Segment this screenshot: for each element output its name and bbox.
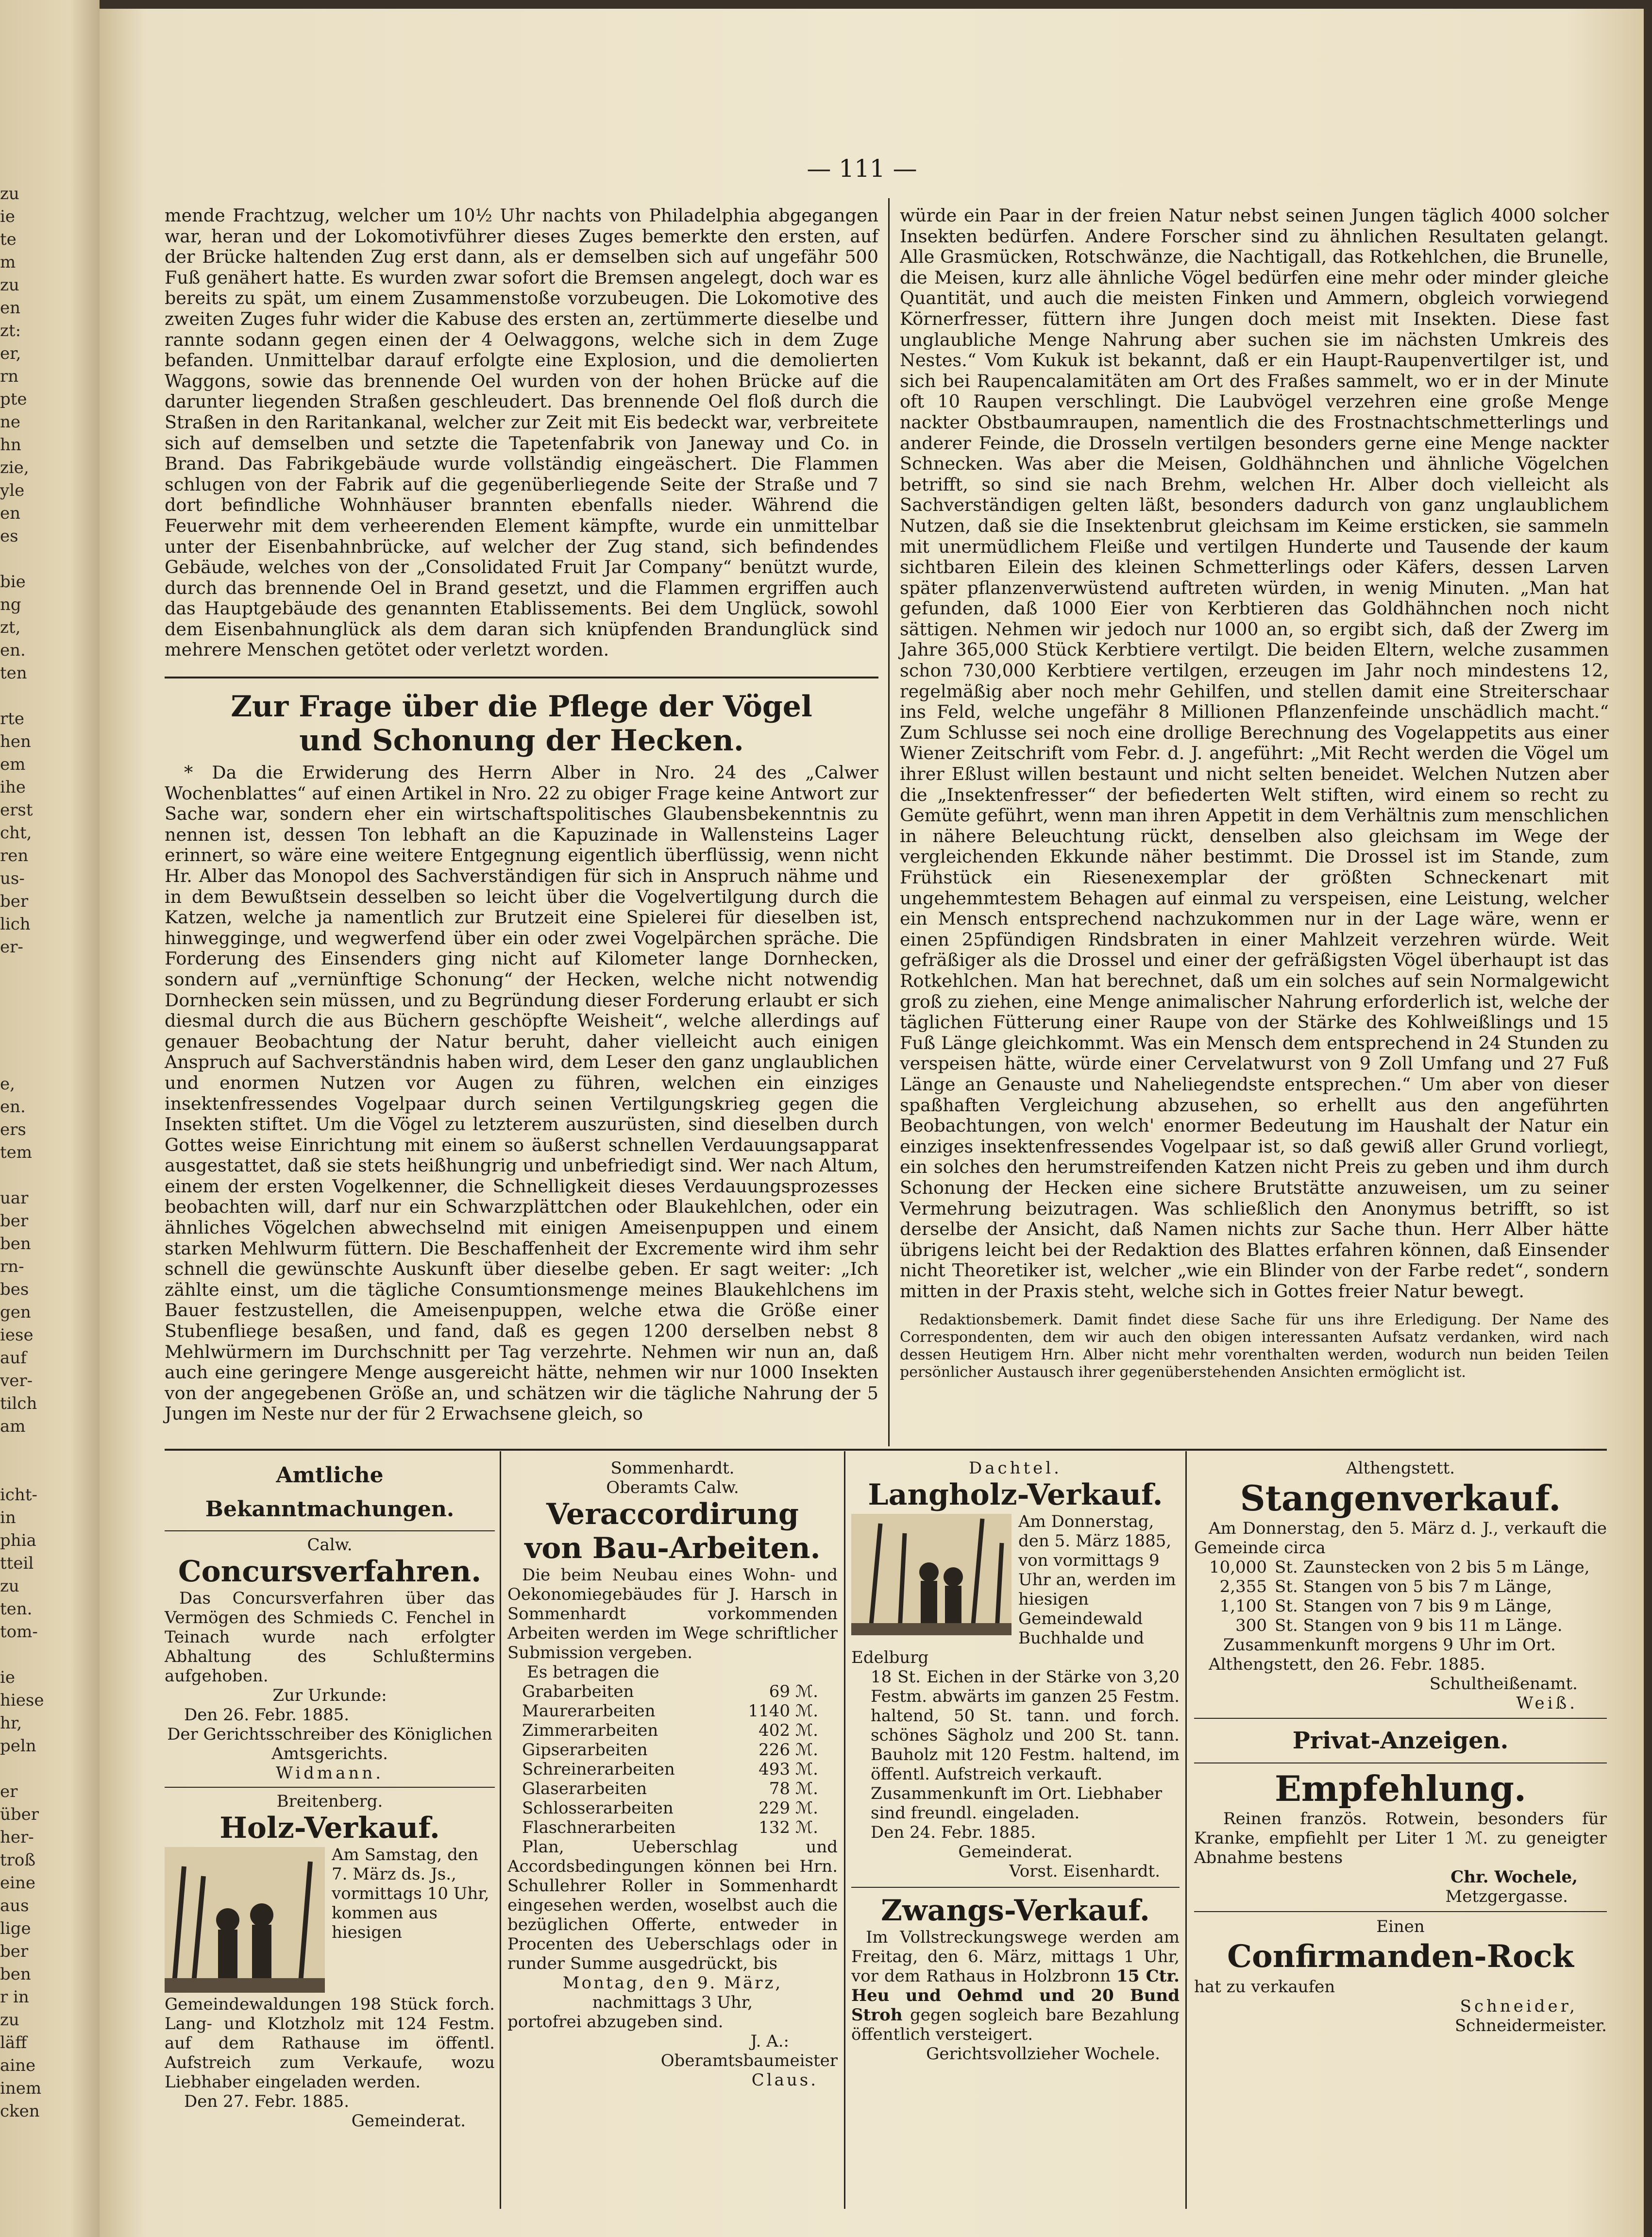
ad-place-2: Oberamts Calw.	[606, 1478, 739, 1497]
adjacent-page-fragment: in	[0, 1508, 16, 1527]
adjacent-page-fragment: es	[0, 526, 18, 546]
pole-list	[1194, 1558, 1607, 1635]
work-amount: 1140 ℳ.	[748, 1701, 818, 1721]
ad-text-zwangs	[851, 1928, 1180, 2044]
ad-signature-title: Schneidermeister.	[1454, 2016, 1607, 2035]
ads-divider-3	[1185, 1451, 1187, 2209]
ad-text-rock: hat zu verkaufen	[1194, 1977, 1335, 1997]
adjacent-page-fragment: en.	[0, 641, 26, 660]
column-right	[900, 205, 1609, 1381]
adjacent-page-fragment: ber	[0, 1942, 29, 1961]
adjacent-page-fragment: tteil	[0, 1554, 34, 1573]
adjacent-page-fragment: hn	[0, 435, 21, 455]
pole-quantity: 1,100	[1219, 1596, 1267, 1616]
ad-title-rock: Confirmanden-Rock	[1227, 1938, 1574, 1975]
adjacent-page-fragment: uar	[0, 1188, 29, 1208]
ad-column-3	[851, 1458, 1180, 2064]
ad-text-zwangs-1: Im Vollstreckungswege werden am Freitag, den 6. März, mittags 1 Uhr, vor dem Rathaus in Holzbronn	[851, 1928, 1180, 1986]
ad-text-langholz-2: 18 St. Eichen in der Stärke von 3,20 Festm. abwärts im ganzen 25 Festm. haltend, 50 St. tann. und forch. schönes Sägholz und 200 St. tann. Bauholz mit 120 Festm. haltend, im öffentl. Aufstreich verkauft.	[871, 1667, 1180, 1784]
official-notices-heading: Amtliche Bekanntmachungen.	[205, 1463, 455, 1522]
adjacent-page-fragment: us-	[0, 869, 25, 888]
article-birds-continued: würde ein Paar in der freien Natur nebst seinen Jungen täglich 4000 solcher Insekten bedürfen. Andere Forscher sind zu ähnlichen Resultaten gelangt. Alle Grasmücken, Rotschwänze, die Nachtigall, das Rotkehlchen, die Brunelle, die Meisen, kurz alle ähnliche Vögel bedürfen eine mehr oder minder gleiche Quantität, und auch die meisten Finken und Ammern, obgleich vorwiegend Körnerfresser, füttern ihre Jungen doch meist mit Insekten. Diese fast unglaubliche Menge Nahrung aber suchen sie im nächsten Umkreis des Nestes.“ Vom Kukuk ist bekannt, daß er ein Haupt-Raupenvertilger ist, und sich bei Raupencalamitäten am Ort des Fraßes sammelt, wo er in der Minute oft 10 Raupen verschlingt. Die Laubvögel verzehren eine große Menge nackter Obstbaumraupen, namentlich die des Frostnachtschmetterlings und anderer Feinde, die Drosseln vertilgen besonders gerne eine Menge nackter Schnecken. Was aber die Meisen, Goldhähnchen und ähnliche Vögelchen betrifft, so sind sie nach Brehm, welchen Hr. Alber doch vielleicht als Sachverständigen gelten läßt, besonders dadurch von ganz unglaublichem Nutzen, daß sie die Insektenbrut gleichsam im Keime ersticken, sie sammeln mit unermüdlichem Fleiße und vertilgen Hunderte und Tausende der kaum sichtbaren Eilein des kleinen Schmetterlings oder Käfers, dessen Larven später pflanzenverwüstend auftreten würden, in wenig Minuten. „Man hat gefunden, daß 1000 Eier von Kerbtieren das Goldhähnchen noch nicht sättigen. Nehmen wir jedoch nur 1000 an, so ergibt sich, daß der Zwerg im Jahre 365,000 Stück Kerbtiere vertilgt. Die beiden Eltern, welche zusammen schon 730,000 Kerbtiere vertilgen, erzeugen im Jahr noch mindestens 12, regelmäßig aber noch mehr Gehilfen, und stellen damit eine Streiterschaar ins Feld, welche ungefähr 8 Millionen Pflanzenfeinde unschädlich macht.“ Zum Schlusse sei noch eine drollige Berechnung des Vogelappetits aus einer Wiener Zeitschrift vom Febr. d. J. angeführt: „Mit Recht werden die Vögel um ihrer Eßlust willen bestaunt und nicht selten beneidet. Welchen Nutzen aber die „Insektenfresser“ der befiederten Welt stiften, wird einem so recht zu Gemüte geführt, wenn man ihren Appetit in dem Verhältnis zum menschlichen in nähere Beleuchtung rückt, denselben also gleichsam im Wege der vergleichenden Ekkunde näher bestimmt. Die Drossel ist im Stande, zum Frühstück ein Riesenexemplar der größten Schneckenart mit ungehemmtestem Behagen auf einmal zu verspeisen, eine Leistung, welcher ein Mensch entsprechend nachzukommen nur in der Lage wäre, wenn er einen 25pfündigen Rindsbraten in einer Mahlzeit verzehren würde. Weit gefräßiger als die Drossel und einer der gefräßigsten Vögel überhaupt ist das Rotkehlchen. Man hat berechnet, daß um ein solches auf sein Normalgewicht groß zu ziehen, eine Menge animalischer Nahrung erforderlich ist, welche der täglichen Fütterung einer Raupe von der Stärke des Kohlweißlings und 15 Fuß Länge gleichkommt. Was ein Mensch dem entsprechend in 24 Stunden zu verspeisen hätte, würde einer Cervelatwurst von 9 Zoll Umfang und 27 Fuß Länge an Genauste und Naheliegendste entsprechen.“ Um aber von dieser spaßhaften Vergleichung abzusehen, so erhellt aus den angeführten Beobachtungen, von welch' enormer Bedeutung im Haushalt der Natur ein einziges insektenfressendes Vogelpaar ist, so daß gewiß aller Grund vorliegt, ein solches den herumstreifenden Katzen nicht Preis zu geben und ihm durch Schonung der Hecken eine sichere Brutstätte anzuweisen, um zu seiner Vermehrung beizutragen. Was schließlich den Anonymus betrifft, so ist derselbe der Ansicht, daß Namen nichts zur Sache thun. Herr Alber hätte übrigens leicht bei der Redaktion des Blattes erfahren können, daß Einsender nicht Theoretiker ist, welcher „wie ein Blinder von der Farbe redet“, sondern mitten in der Praxis steht, welche sich in Gottes freier Natur bewegt.	[900, 205, 1609, 1302]
ad-date: Den 26. Febr. 1885.	[184, 1705, 350, 1725]
adjacent-page-fragment: ten.	[0, 1599, 33, 1619]
adjacent-page-fragment: gen	[0, 1303, 31, 1322]
pole-description: St. Stangen von 9 bis 11 m Länge.	[1275, 1616, 1563, 1635]
work-cost-row	[507, 1779, 838, 1798]
ad-signature-title: Oberamtsbaumeister	[660, 2051, 838, 2070]
adjacent-page-fragment: ie	[0, 207, 15, 226]
ad-place: Sommenhardt.	[610, 1458, 735, 1478]
adjacent-page-fragment: tom-	[0, 1622, 38, 1642]
ad-text-verac-3: portofrei abzugeben sind.	[507, 2012, 724, 2032]
forest-illustration	[851, 1514, 1011, 1635]
ad-column-2	[507, 1458, 838, 2090]
ad-text-einen: Einen	[1376, 1917, 1425, 1936]
ad-signature: Schultheißenamt.	[1429, 1674, 1578, 1694]
adjacent-page-fragment: em	[0, 755, 26, 774]
adjacent-page-fragment: tilch	[0, 1394, 37, 1413]
work-amount: 69 ℳ.	[769, 1682, 818, 1701]
adjacent-page-fragment: tem	[0, 1143, 33, 1162]
adjacent-page-fragment: zt:	[0, 321, 21, 340]
adjacent-page-fragment: eine	[0, 1873, 36, 1893]
adjacent-page-fragment: iese	[0, 1325, 34, 1345]
newspaper-page	[100, 9, 1644, 2237]
work-cost-row	[507, 1682, 838, 1701]
ad-signature: J. A.:	[750, 2032, 789, 2051]
pole-description: St. Stangen von 7 bis 9 m Länge,	[1275, 1596, 1552, 1616]
adjacent-page-fragment: ie	[0, 1668, 15, 1687]
ad-signature-name: Weiß.	[1516, 1694, 1578, 1713]
ad-signature-name: Vorst. Eisenhardt.	[1009, 1862, 1160, 1881]
adjacent-page-fragment: troß	[0, 1850, 36, 1870]
work-cost-row	[507, 1760, 838, 1779]
adjacent-page-fragment: lich	[0, 915, 31, 934]
adjacent-page-fragment: cken	[0, 2101, 40, 2121]
ad-signature: Der Gerichtsschreiber des Königlichen Amtsgerichts.	[167, 1725, 492, 1763]
adjacent-page-fragment: er	[0, 1782, 18, 1801]
ad-text-stangen: Am Donnerstag, den 5. März d. J., verkauft die Gemeinde circa	[1194, 1519, 1607, 1558]
ad-text-zwangs-goods: 15 Ctr. Heu und Oehmd und 20 Bund Stroh	[851, 1966, 1180, 2025]
work-name: Maurerarbeiten	[522, 1701, 656, 1721]
adjacent-page-fragment: ben	[0, 1234, 31, 1254]
ad-date: Den 27. Febr. 1885.	[184, 2092, 350, 2111]
ad-text-zwangs-2: gegen sogleich bare Bezahlung öffentlich versteigert.	[851, 2005, 1180, 2044]
adjacent-page-fragment: ihe	[0, 778, 26, 797]
adjacent-page-fragment: pte	[0, 390, 27, 409]
article-train-explosion: mende Frachtzug, welcher um 10½ Uhr nachts von Philadelphia abgegangen war, heran und der Lokomotivführer dieses Zuges bemerkte den ersten, auf der Brücke haltenden Zug erst dann, als er demselben sich auf ungefähr 500 Fuß genähert hatte. Es wurden zwar sofort die Bremsen angelegt, doch war es bereits zu spät, um einem Zusammenstoße vorzubeugen. Die Lokomotive des zweiten Zuges fuhr wider die Kabuse des ersten an, zertümmerte dieselbe und rannte sodann gegen einen der 4 Oelwaggons, welche sich in dem Zuge befanden. Unmittelbar darauf erfolgte eine Explosion, und die demolierten Waggons, sowie das brennende Oel wurden von der hohen Brücke auf die darunter liegenden Straßen geschleudert. Das brennende Oel floß durch die Straßen in den Raritankanal, welcher zur Zeit mit Eis bedeckt war, verbreitete sich auf demselben und setzte die Tapetenfabrik von Janeway und Co. in Brand. Das Fabrikgebäude wurde vollständig eingeäschert. Die Flammen schlugen von der Fabrik auf die gegenüberliegende Seite der Straße und 7 dort befindliche Wohnhäuser brannten ebenfalls nieder. Während die Feuerwehr mit dem verheerenden Element kämpfte, wurde ein unmittelbar unter der Eisenbahnbrücke, auf welcher der Zug stand, sich befindendes Gebäude, welches von der „Consolidated Fruit Jar Company“ benützt wurde, durch das brennende Oel in Brand gesetzt, und die Flammen ergriffen auch das Hauptgebäude des genannten Etablissements. Bei dem Unglück, sowohl dem Eisenbahnunglück als dem daran sich knüpfenden Brandunglück sind mehrere Menschen getötet oder verletzt worden.	[165, 205, 878, 661]
ad-place: Calw.	[307, 1535, 353, 1555]
ad-signature-address: Metzgergasse.	[1445, 1887, 1568, 1906]
adjacent-page-fragment: ren	[0, 846, 29, 865]
adjacent-page-fragment: r in	[0, 1987, 29, 2007]
ad-title-empfehlung: Empfehlung.	[1275, 1768, 1526, 1809]
ad-date: Montag, den 9. März,	[562, 1973, 783, 1993]
work-name: Glaserarbeiten	[522, 1779, 647, 1798]
ad-date: Althengstett, den 26. Febr. 1885.	[1209, 1655, 1485, 1674]
adjacent-page-fragment: zu	[0, 184, 19, 203]
adjacent-page-fragment: inem	[0, 2079, 42, 2098]
work-cost-row	[507, 1798, 838, 1818]
adjacent-page-fragment: rn-	[0, 1257, 24, 1276]
ad-date: Den 24. Febr. 1885.	[871, 1823, 1036, 1842]
adjacent-page-fragment: ber	[0, 1211, 29, 1231]
adjacent-page-fragment: ber	[0, 892, 29, 911]
ad-signature: Gerichtsvollzieher Wochele.	[926, 2044, 1160, 2064]
column-left-article2	[165, 685, 878, 1424]
ad-place: Breitenberg.	[276, 1792, 383, 1811]
adjacent-page-fragment: lige	[0, 1919, 31, 1938]
adjacent-page-fragment: über	[0, 1805, 39, 1824]
work-name: Grabarbeiten	[522, 1682, 634, 1701]
work-name: Schlosserarbeiten	[522, 1798, 674, 1818]
work-name: Flaschnerarbeiten	[522, 1818, 676, 1837]
adjacent-page-fragment: hiese	[0, 1691, 44, 1710]
adjacent-page-fragment: ers	[0, 1120, 26, 1139]
ad-title-bauarbeiten: von Bau-Arbeiten.	[524, 1531, 821, 1565]
work-name: Schreinerarbeiten	[522, 1760, 675, 1779]
adjacent-page-fragment: phia	[0, 1531, 36, 1550]
adjacent-page-fragment: aine	[0, 2056, 36, 2075]
adjacent-page-fragment: aus	[0, 1896, 29, 1915]
adjacent-page-fragment: rte	[0, 709, 25, 729]
work-amount: 78 ℳ.	[769, 1779, 818, 1798]
adjacent-page-fragment: ne	[0, 412, 21, 432]
ad-time: nachmittags 3 Uhr,	[592, 1993, 753, 2012]
ad-place: Dachtel.	[969, 1458, 1062, 1478]
ad-signature: Chr. Wochele,	[1450, 1867, 1578, 1887]
adjacent-page-fragment: en	[0, 298, 21, 318]
adjacent-page-fragment: bie	[0, 572, 26, 592]
column-left	[165, 205, 878, 661]
adjacent-page-fragment: zu	[0, 1576, 19, 1596]
adjacent-page-fragment: hr,	[0, 1713, 22, 1733]
ad-signature-name: Widmann.	[275, 1763, 384, 1783]
ad-text-stangen-2: Zusammenkunft morgens 9 Uhr im Ort.	[1223, 1635, 1556, 1655]
adjacent-page-fragment: erst	[0, 800, 33, 820]
pole-description: St. Zaunstecken von 2 bis 5 m Länge,	[1275, 1558, 1590, 1577]
pole-quantity: 2,355	[1219, 1577, 1267, 1596]
ad-title-stangen: Stangenverkauf.	[1240, 1477, 1561, 1519]
ad-title-langholz: Langholz-Verkauf.	[868, 1478, 1163, 1512]
ad-text-verac: Die beim Neubau eines Wohn- und Oekonomiegebäudes für J. Harsch in Sommenhardt vorkommenden Arbeiten werden im Wege schriftlicher Submission vergeben.	[507, 1565, 838, 1662]
article-heading-line2: und Schonung der Hecken.	[299, 724, 744, 758]
ad-column-1	[165, 1458, 495, 2131]
work-amount: 132 ℳ.	[759, 1818, 818, 1837]
adjacent-page-fragment: bes	[0, 1280, 29, 1299]
ad-text-empfehlung: Reinen französ. Rotwein, besonders für Kranke, empfiehlt per Liter 1 ℳ. zu geneigter Abnahme bestens	[1194, 1809, 1607, 1867]
work-cost-list	[507, 1682, 838, 1837]
ad-column-4	[1194, 1458, 1607, 2035]
work-cost-row	[507, 1818, 838, 1837]
pole-row	[1194, 1616, 1607, 1635]
adjacent-page-edge	[0, 0, 100, 2237]
ads-divider-2	[844, 1451, 845, 2209]
adjacent-page-fragment: icht-	[0, 1485, 37, 1505]
ads-top-rule	[165, 1449, 1607, 1451]
adjacent-page-fragment: er-	[0, 937, 23, 957]
ads-divider-1	[500, 1451, 501, 2209]
ad-title-concurs: Concursverfahren.	[178, 1555, 482, 1589]
work-cost-row	[507, 1740, 838, 1760]
ad-signature-name: Claus.	[751, 2070, 818, 2090]
adjacent-page-fragment: ng	[0, 595, 21, 614]
adjacent-page-fragment: zu	[0, 275, 19, 295]
pole-row	[1194, 1558, 1607, 1577]
adjacent-page-fragment: e,	[0, 1074, 15, 1094]
ad-title-holz: Holz-Verkauf.	[219, 1811, 440, 1845]
woodcutters-illustration	[165, 1847, 325, 1993]
editorial-note: Redaktionsbemerk. Damit findet diese Sache für uns ihre Erledigung. Der Name des Correspondenten, dem wir auch den obigen interessanten Aufsatz verdanken, wird nach dessen Heutigem Hrn. Alber nicht mehr vorenthalten werden, wodurch nun beiden Teilen persönlicher Austausch ihrer gegenüberstehenden Ansichten ermöglicht ist.	[900, 1311, 1609, 1381]
ad-label: Zur Urkunde:	[272, 1686, 387, 1705]
ad-text-holz-2: Gemeindewaldungen 198 Stück forch. Lang- und Klotzholz mit 124 Festm. auf dem Rathause im öffentl. Aufstreich zum Verkaufe, wozu Liebhaber eingeladen werden.	[165, 1995, 495, 2092]
pole-quantity: 300	[1235, 1616, 1267, 1635]
ad-place: Althengstett.	[1346, 1458, 1455, 1478]
adjacent-page-fragment: en.	[0, 1097, 26, 1117]
pole-quantity: 10,000	[1209, 1558, 1267, 1577]
adjacent-page-fragment: her-	[0, 1828, 34, 1847]
adjacent-page-fragment: läff	[0, 2033, 27, 2052]
adjacent-page-fragment: m	[0, 253, 16, 272]
adjacent-page-fragment: rn	[0, 367, 19, 386]
ad-signature: Schneider,	[1460, 1997, 1578, 2016]
adjacent-page-fragment: yle	[0, 481, 25, 500]
adjacent-page-fragment: en	[0, 504, 21, 523]
work-amount: 226 ℳ.	[759, 1740, 818, 1760]
adjacent-page-fragment: am	[0, 1417, 26, 1436]
adjacent-page-fragment: hen	[0, 732, 31, 751]
ad-text-verac-2: Plan, Ueberschlag und Accordsbedingungen können bei Hrn. Schullehrer Roller in Sommenhardt eingesehen werden, woselbst auch die bezüglichen Offerte, entweder in Procenten des Ueberschlags oder in runder Summe ausgedrückt, bis	[507, 1837, 838, 1973]
ad-signature: Gemeinderat.	[958, 1842, 1073, 1862]
ad-title-zwangs: Zwangs-Verkauf.	[881, 1894, 1150, 1928]
column-divider	[888, 198, 890, 1446]
adjacent-page-fragment: auf	[0, 1348, 27, 1368]
adjacent-page-fragment: cht,	[0, 823, 32, 843]
ad-text-langholz: Am Donnerstag, den 5. März 1885, von vormittags 9 Uhr an, werden im hiesigen Gemeindewald Buchhalde und Edelburg	[851, 1512, 1176, 1667]
ad-text-concurs: Das Concursverfahren über das Vermögen des Schmieds C. Fenchel in Teinach wurde nach erfolgter Abhaltung des Schlußtermins aufgehoben.	[165, 1589, 495, 1686]
article-birds-text: * Da die Erwiderung des Herrn Alber in Nro. 24 des „Calwer Wochenblattes“ auf einen Artikel in Nro. 22 zu obiger Frage keine Antwort zur Sache war, sondern eher ein wirtschaftspolitisches Glaubensbekenntnis zu nennen ist, dessen Ton lebhaft an die Kapuzinade in Wallensteins Lager erinnert, so wäre eine weitere Entgegnung eigentlich überflüssig, wenn nicht Hr. Alber das Monopol des Sachverständigen für sich in Anspruch nähme und in dem Bewußtsein desselben so leicht über die Vogelvertilgung durch die Katzen, welche ja namentlich zur Brutzeit eine Spielerei für dieselben ist, hinwegginge, und wegwerfend über ein oder zwei Vogelpärchen spräche. Die Forderung des Einsenders ging nicht auf Kilometer lange Dornhecken, sondern auf „vernünftige Schonung“ der Hecken, welche nicht notwendig Dornhecken sein müssen, und zu Begründung dieser Forderung erlaubt er sich diesmal durch die aus Büchern geschöpfte Weisheit“, welche allerdings auf genauer Beobachtung der Natur beruht, daher vielleicht auch einigen Anspruch auf Sachverständnis haben wird, dem Leser den ganz unglaublichen und enormen Nutzen vor Augen zu führen, welchen ein einziges insektenfressendes Vogelpaar durch seinen Vertilgungskrieg gegen die Insekten stiftet. Um die Vögel zu letzterem auszurüsten, sind dieselben durch Gottes weise Einrichtung mit einem so äußerst schnellen Verdauungsapparat ausgestattet, daß sie stets heißhungrig und unbefriedigt sind. Wer nach Altum, einem der ersten Vogelkenner, die Schnelligkeit dieses Verdauungsprozesses beobachten will, darf nur ein Schwarzplättchen oder Blaukehlchen, oder ein ähnliches Vögelchen abwechselnd mit einigen Ameisenpuppen und einem starken Mehlwurm füttern. Die Beschaffenheit der Excremente wird ihm sehr schnell die gewünschte Auskunft über dieselbe geben. Er sagt weiter: „Ich zählte einst, um die tägliche Consumtionsmenge meines Blaukehlchens im Bauer festzustellen, die Ameisenpuppen, welche etwa die Größe einer Stubenfliege besaßen, und fand, daß es gegen 1200 derselben nebst 8 Mehlwürmern im Durchschnitt per Tag verzehrte. Nehmen wir nun an, daß auch eine geringere Menge ausgereicht hätte, nehmen wir nur 1000 Insekten von der angegebenen Größe an, und schätzen wir die tägliche Nahrung der 5 Jungen im Neste nur der für 2 Erwachsene gleich, so	[165, 762, 878, 1424]
private-ads-heading: Privat-Anzeigen.	[1292, 1727, 1509, 1754]
work-cost-row	[507, 1721, 838, 1740]
ad-signature: Gemeinderat.	[351, 2111, 466, 2131]
article-heading	[165, 690, 878, 758]
pole-row	[1194, 1596, 1607, 1616]
adjacent-page-fragment: ten	[0, 663, 27, 683]
adjacent-page-fragment: te	[0, 230, 17, 249]
work-name: Zimmerarbeiten	[522, 1721, 658, 1740]
pole-row	[1194, 1577, 1607, 1596]
work-amount: 402 ℳ.	[759, 1721, 818, 1740]
adjacent-page-fragment: er,	[0, 344, 21, 363]
ad-text-langholz-3: Zusammenkunft im Ort. Liebhaber sind freundl. eingeladen.	[871, 1784, 1163, 1823]
ad-text-verac-intro: Es betragen die	[527, 1662, 659, 1682]
work-amount: 493 ℳ.	[759, 1760, 818, 1779]
work-cost-row	[507, 1701, 838, 1721]
work-name: Gipserarbeiten	[522, 1740, 648, 1760]
adjacent-page-fragment: zu	[0, 2010, 19, 2030]
ad-text-holz: Am Samstag, den 7. März ds. Js., vormittags 10 Uhr, kommen aus hiesigen	[332, 1845, 489, 1942]
adjacent-page-fragment: peln	[0, 1736, 36, 1756]
adjacent-page-fragment: zie,	[0, 458, 29, 477]
adjacent-page-fragment: ver-	[0, 1371, 33, 1390]
work-amount: 229 ℳ.	[759, 1798, 818, 1818]
page-number: — 111 —	[807, 154, 917, 183]
adjacent-page-fragment: zt,	[0, 618, 21, 637]
pole-description: St. Stangen von 5 bis 7 m Länge,	[1275, 1577, 1552, 1596]
article-divider	[165, 677, 878, 678]
ad-title-veraccordirung: Veraccordirung	[546, 1497, 799, 1531]
article-heading-line1: Zur Frage über die Pflege der Vögel	[231, 690, 812, 724]
adjacent-page-fragment: ben	[0, 1965, 31, 1984]
